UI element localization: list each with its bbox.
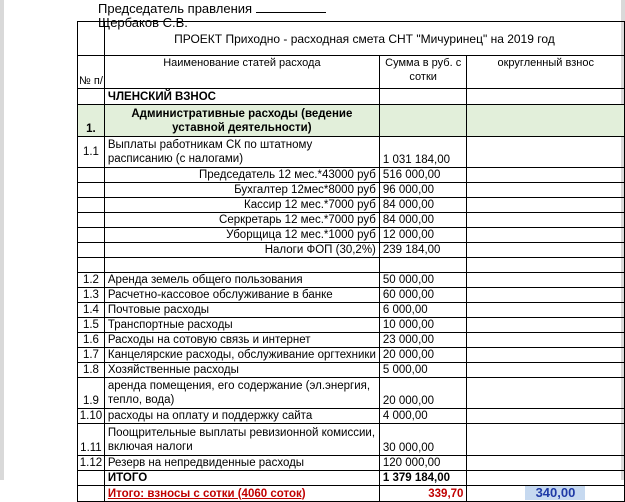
row-number: 1.9: [78, 378, 105, 409]
rounded-fee: 340,00: [525, 486, 585, 500]
row-number: 1.1: [78, 137, 105, 168]
section-title: ЧЛЕНСКИЙ ВЗНОС: [104, 89, 379, 105]
row-sum: 96 000,00: [379, 183, 467, 198]
row-name: Транспортные расходы: [104, 318, 379, 333]
row-number: 1.4: [78, 303, 105, 318]
signature-blank: [256, 1, 326, 13]
row-sum: 84 000,00: [379, 198, 467, 213]
row-sum: [379, 258, 467, 273]
col-header-number: № п/: [78, 56, 105, 89]
row-name: Аренда земель общего пользования: [104, 273, 379, 288]
row-number: 1.3: [78, 288, 105, 303]
col-header-name: Наименование статей расхода: [104, 56, 379, 89]
row-number: 1.7: [78, 348, 105, 363]
row-number: 1.11: [78, 424, 105, 456]
row-name: Канцелярские расходы, обслуживание оргтехники: [104, 348, 379, 363]
row-name: [104, 258, 379, 273]
row-name: Кассир 12 мес.*7000 руб: [104, 198, 379, 213]
col-header-sum: Сумма в руб. с сотки: [379, 56, 467, 89]
row-name: Председатель 12 мес.*43000 руб: [104, 168, 379, 183]
row-number: 1.10: [78, 409, 105, 424]
per-share-value: 339,70: [379, 486, 467, 502]
row-sum: 30 000,00: [379, 424, 467, 456]
row-name: Выплаты работникам СК по штатному расписанию (с налогами): [104, 137, 379, 168]
left-edge-shade: [0, 0, 4, 480]
row-name: Административные расходы (ведение уставной деятельности): [104, 105, 379, 137]
row-name: Хозяйственные расходы: [104, 363, 379, 378]
row-sum: 1 031 184,00: [379, 137, 467, 168]
row-name: Расчетно-кассовое обслуживание в банке: [104, 288, 379, 303]
row-name: Серкретарь 12 мес.*7000 руб: [104, 213, 379, 228]
row-name: Налоги ФОП (30,2%): [104, 243, 379, 258]
row-name: аренда помещения, его содержание (эл.энергия, тепло, вода): [104, 378, 379, 409]
row-name: Резерв на непредвиденные расходы: [104, 456, 379, 471]
row-number: 1.8: [78, 363, 105, 378]
row-sum: 84 000,00: [379, 213, 467, 228]
row-sum: 239 184,00: [379, 243, 467, 258]
row-name: Уборщица 12 мес.*1000 руб: [104, 228, 379, 243]
row-number: 1.12: [78, 456, 105, 471]
row-sum: 60 000,00: [379, 288, 467, 303]
row-sum: 5 000,00: [379, 363, 467, 378]
chairman-signature-line: Председатель правления: [98, 1, 326, 16]
row-name: Почтовые расходы: [104, 303, 379, 318]
table-title: ПРОЕКТ Приходно - расходная смета СНТ "Мичуринец" на 2019 год: [104, 22, 624, 56]
row-name: Бухгалтер 12мес*8000 руб: [104, 183, 379, 198]
row-number: 1.6: [78, 333, 105, 348]
row-sum: 6 000,00: [379, 303, 467, 318]
row-name: Поощрительные выплаты ревизионной комиссии, включая налоги: [104, 424, 379, 456]
row-name: Расходы на сотовую связь и интернет: [104, 333, 379, 348]
total-sum: 1 379 184,00: [379, 471, 467, 486]
row-sum: 20 000,00: [379, 378, 467, 409]
row-sum: 4 000,00: [379, 409, 467, 424]
row-sum: 12 000,00: [379, 228, 467, 243]
row-sum: 10 000,00: [379, 318, 467, 333]
row-sum: 50 000,00: [379, 273, 467, 288]
row-name: расходы на оплату и поддержку сайта: [104, 409, 379, 424]
row-number: 1.: [78, 105, 105, 137]
row-sum: 23 000,00: [379, 333, 467, 348]
col-header-rounded: округленный взнос: [467, 56, 625, 89]
row-sum: 120 000,00: [379, 456, 467, 471]
row-number: 1.5: [78, 318, 105, 333]
row-sum: 20 000,00: [379, 348, 467, 363]
chairman-name: Щербаков С.В.: [98, 15, 188, 30]
total-label: ИТОГО: [104, 471, 379, 486]
per-share-label: Итого: взносы с сотки (4060 соток): [104, 486, 379, 502]
row-number: 1.2: [78, 273, 105, 288]
row-sum: 516 000,00: [379, 168, 467, 183]
budget-table: [77, 21, 625, 502]
